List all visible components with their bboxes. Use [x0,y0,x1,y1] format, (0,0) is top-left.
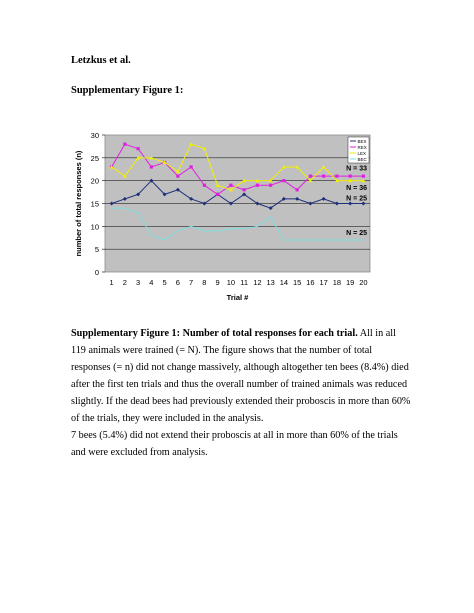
data-point [229,184,232,187]
caption-bold: Supplementary Figure 1: Number of total responses for each trial. [71,328,358,339]
data-point [216,193,219,196]
x-tick-label: 7 [189,278,194,287]
data-point [176,175,179,178]
x-tick-label: 10 [226,278,236,287]
legend-label: BEC [357,156,367,162]
x-tick-label: 18 [332,278,342,287]
data-point [335,175,338,178]
data-point [150,165,153,168]
data-point [309,175,312,178]
x-tick-label: 14 [279,278,289,287]
data-point [243,188,246,191]
x-tick-label: 17 [319,278,328,287]
data-point [296,188,299,191]
figure-title: Supplementary Figure 1: [71,85,184,96]
n-annotation: N = 36 [346,185,367,193]
x-tick-label: 13 [266,278,275,287]
x-tick-label: 15 [292,278,302,287]
n-annotation: N = 25 [346,195,367,203]
legend-label: LEX [357,150,367,156]
x-tick-label: 6 [175,278,180,287]
n-annotation: N = 25 [346,230,367,238]
legend-label: REX [357,144,367,150]
x-tick-label: 16 [306,278,315,287]
y-tick-label: 10 [90,222,99,232]
figure-caption [71,325,411,461]
data-point [123,143,126,146]
y-tick-label: 5 [94,245,99,255]
data-point [349,175,352,178]
x-tick-label: 4 [149,278,154,287]
x-tick-label: 5 [162,278,167,287]
x-tick-label: 2 [122,278,127,287]
x-tick-label: 3 [136,278,141,287]
y-tick-label: 25 [90,153,99,163]
authors: Letzkus et al. [71,55,131,66]
y-tick-label: 0 [94,268,99,277]
data-point [269,184,272,187]
data-point [203,184,206,187]
y-tick-label: 20 [90,176,99,186]
data-point [362,175,365,178]
legend-label: BEX [357,138,367,144]
y-axis-title: number of total responses (n) [74,150,83,257]
data-point [322,175,325,178]
caption-text-2: 7 bees (5.4%) did not extend their proboscis at all in more than 60% of the trials and were excluded from analysis. [71,430,398,458]
x-tick-label: 8 [202,278,207,287]
x-tick-label: 12 [253,278,262,287]
x-tick-label: 11 [240,278,249,287]
x-tick-label: 9 [215,278,220,287]
data-point [190,165,193,168]
caption-text: All in all 119 animals were trained (= N). The figure shows that the number of total responses (= n) did not change massively, although altogether ten bees (8.4%) died after the first ten trials and thus the overall number of trained animals was reduced slightly. If the dead bees had previously extended their proboscis in more than 60% of the trials, they were included in the analysis. [71,328,411,424]
x-tick-label: 20 [359,278,368,287]
data-point [256,184,259,187]
x-tick-label: 1 [109,278,114,287]
n-annotation: N = 33 [346,165,367,173]
data-point [137,147,140,150]
x-axis-title: Trial # [226,293,249,302]
line-chart [60,125,390,310]
x-tick-label: 19 [345,278,355,287]
y-tick-label: 30 [90,131,99,140]
data-point [282,179,285,182]
y-tick-label: 15 [90,199,99,209]
